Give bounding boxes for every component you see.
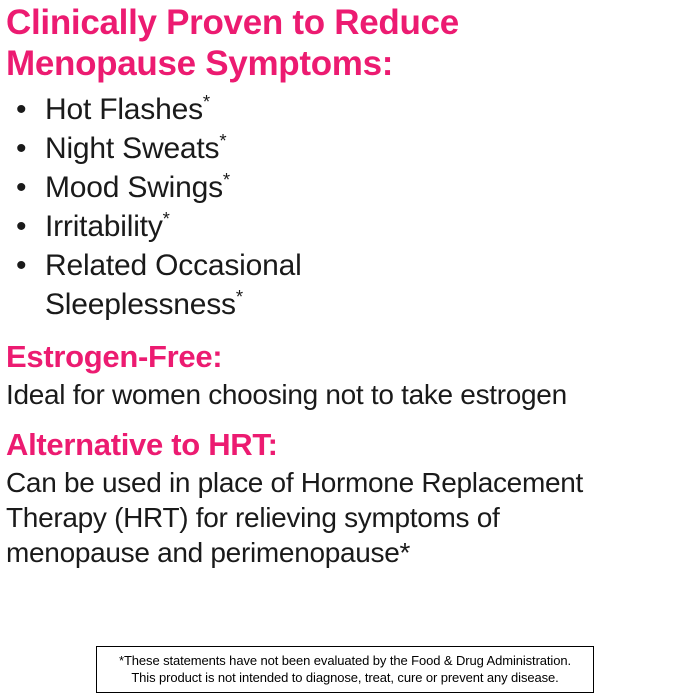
symptom-label-line2: Sleeplessness [45, 288, 236, 321]
disclaimer-line-2: This product is not intended to diagnose, treat, cure or prevent any disease. [131, 670, 559, 685]
disclaimer-line-1: *These statements have not been evaluated by the Food & Drug Administration. [118, 653, 571, 668]
main-heading [6, 0, 688, 84]
section-body [6, 465, 688, 570]
bullet-icon: • [16, 93, 27, 126]
section-body-line-1: Ideal for women choosing not to take estrogen [6, 379, 567, 410]
symptom-label: Night Sweats [45, 132, 220, 165]
list-item [6, 129, 688, 168]
asterisk-marker: * [202, 91, 210, 112]
list-item [6, 168, 688, 207]
main-heading-line-2: Menopause Symptoms: [6, 44, 394, 83]
bullet-icon: • [16, 171, 27, 204]
list-item [6, 246, 688, 324]
fda-disclaimer-box [96, 646, 594, 693]
symptom-label: Mood Swings [45, 171, 223, 204]
main-heading-line-1: Clinically Proven to Reduce [6, 3, 459, 42]
symptom-list [6, 90, 688, 324]
list-item [6, 207, 688, 246]
section-heading: Alternative to HRT: [6, 427, 278, 462]
asterisk-marker: * [219, 130, 227, 151]
symptom-label: Hot Flashes [45, 93, 203, 126]
section-heading: Estrogen-Free: [6, 339, 223, 374]
symptom-label: Irritability [45, 210, 163, 243]
section-alternative-to-hrt [6, 426, 688, 570]
bullet-icon: • [16, 132, 27, 165]
asterisk-marker: * [162, 208, 170, 229]
bullet-icon: • [16, 210, 27, 243]
bullet-icon: • [16, 249, 27, 282]
symptom-label: Related Occasional [45, 249, 302, 282]
asterisk-marker: * [222, 169, 230, 190]
symptom-label-continued [45, 285, 688, 324]
asterisk-marker: * [235, 286, 243, 307]
section-body-line-3: menopause and perimenopause* [6, 537, 411, 568]
list-item [6, 90, 688, 129]
section-body [6, 377, 688, 412]
section-body-line-1: Can be used in place of Hormone Replacement [6, 467, 584, 498]
section-estrogen-free [6, 338, 688, 412]
section-body-line-2: Therapy (HRT) for relieving symptoms of [6, 502, 500, 533]
